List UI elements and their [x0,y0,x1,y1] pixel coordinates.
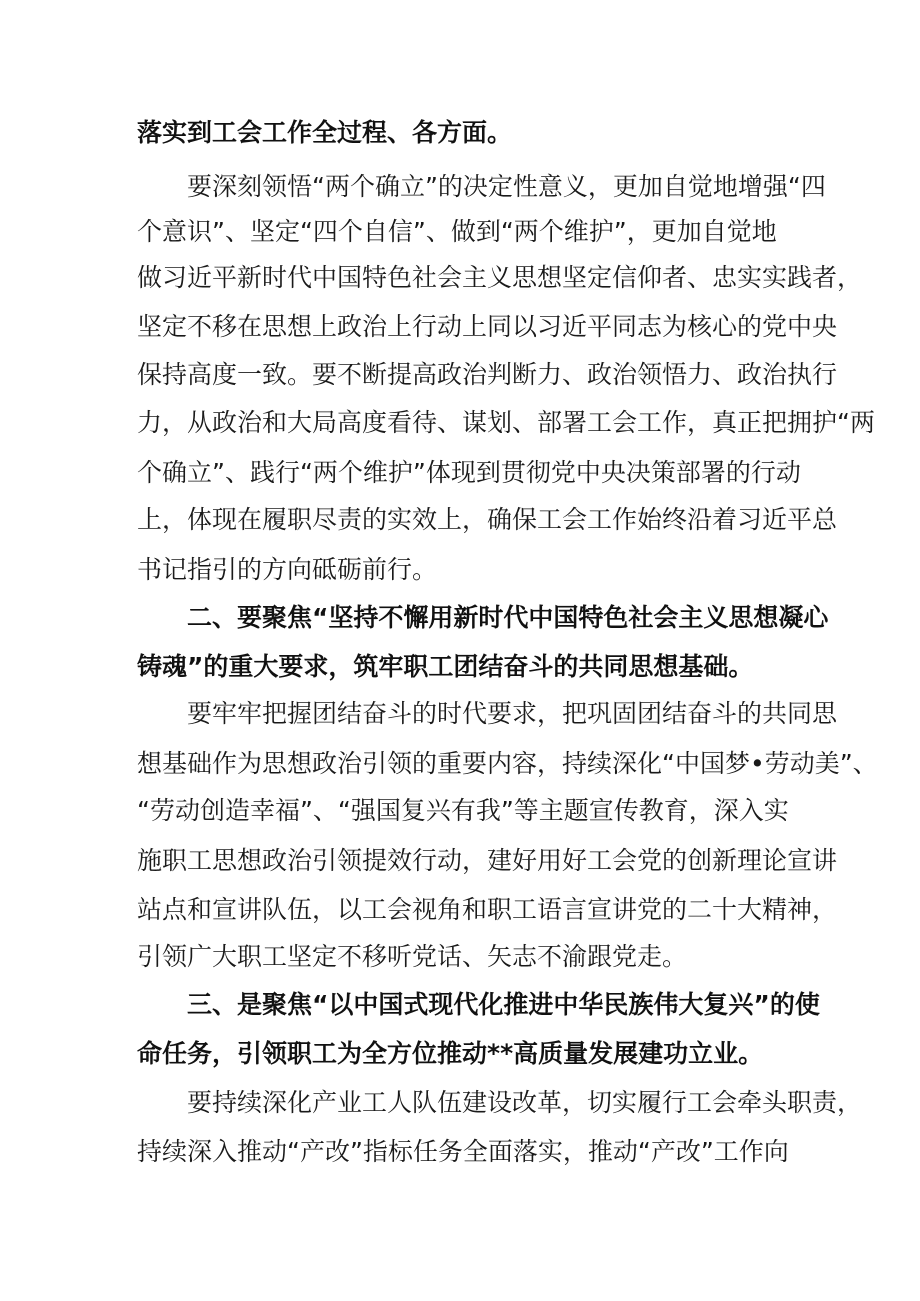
body-text-line: 力，从政治和大局高度看待、谋划、部署工会工作，真正把拥护“两 [137,408,875,437]
body-text-line: 上，体现在履职尽责的实效上，确保工会工作始终沿着习近平总 [137,505,838,534]
body-text-line: 要牢牢把握团结奋斗的时代要求，把巩固团结奋斗的共同思 [187,699,838,728]
body-text-line: 落实到工会工作全过程、各方面。 [137,118,513,147]
body-text-line: 个意识”、坚定“四个自信”、做到“两个维护”，更加自觉地 [137,217,777,246]
body-text-line: 引领广大职工坚定不移听党话、矢志不渝跟党走。 [137,942,688,971]
body-text-line: 持续深入推动“产改”指标任务全面落实，推动“产改”工作向 [137,1137,789,1166]
body-text-line: 站点和宣讲队伍，以工会视角和职工语言宣讲党的二十大精神， [137,895,838,924]
body-text-line: 要持续深化产业工人队伍建设改革，切实履行工会牵头职责， [187,1088,863,1117]
body-text-line: 保持高度一致。要不断提高政治判断力、政治领悟力、政治执行 [137,360,838,389]
body-text-line: 施职工思想政治引领提效行动，建好用好工会党的创新理论宣讲 [137,846,838,875]
body-text-line: 个确立”、践行“两个维护”体现到贯彻党中央决策部署的行动 [137,458,801,487]
section-heading-line: 三、是聚焦“以中国式现代化推进中华民族伟大复兴”的使 [187,990,820,1019]
body-text-line: 做习近平新时代中国特色社会主义思想坚定信仰者、忠实实践者， [137,263,863,292]
body-text-line: 想基础作为思想政治引领的重要内容，持续深化“中国梦•劳动美”、 [137,749,878,778]
body-text-line: 坚定不移在思想上政治上行动上同以习近平同志为核心的党中央 [137,312,838,341]
body-text-line: 书记指引的方向砥砺前行。 [137,555,438,584]
section-heading-line: 铸魂”的重大要求，筑牢职工团结奋斗的共同思想基础。 [137,652,754,681]
section-heading-line: 命任务，引领职工为全方位推动**高质量发展建功立业。 [137,1039,764,1068]
section-heading-line: 二、要聚焦“坚持不懈用新时代中国特色社会主义思想凝心 [187,603,829,632]
body-text-line: 要深刻领悟“两个确立”的决定性意义，更加自觉地增强“四 [187,172,826,201]
body-text-line: “劳动创造幸福”、“强国复兴有我”等主题宣传教育，深入实 [137,796,789,825]
